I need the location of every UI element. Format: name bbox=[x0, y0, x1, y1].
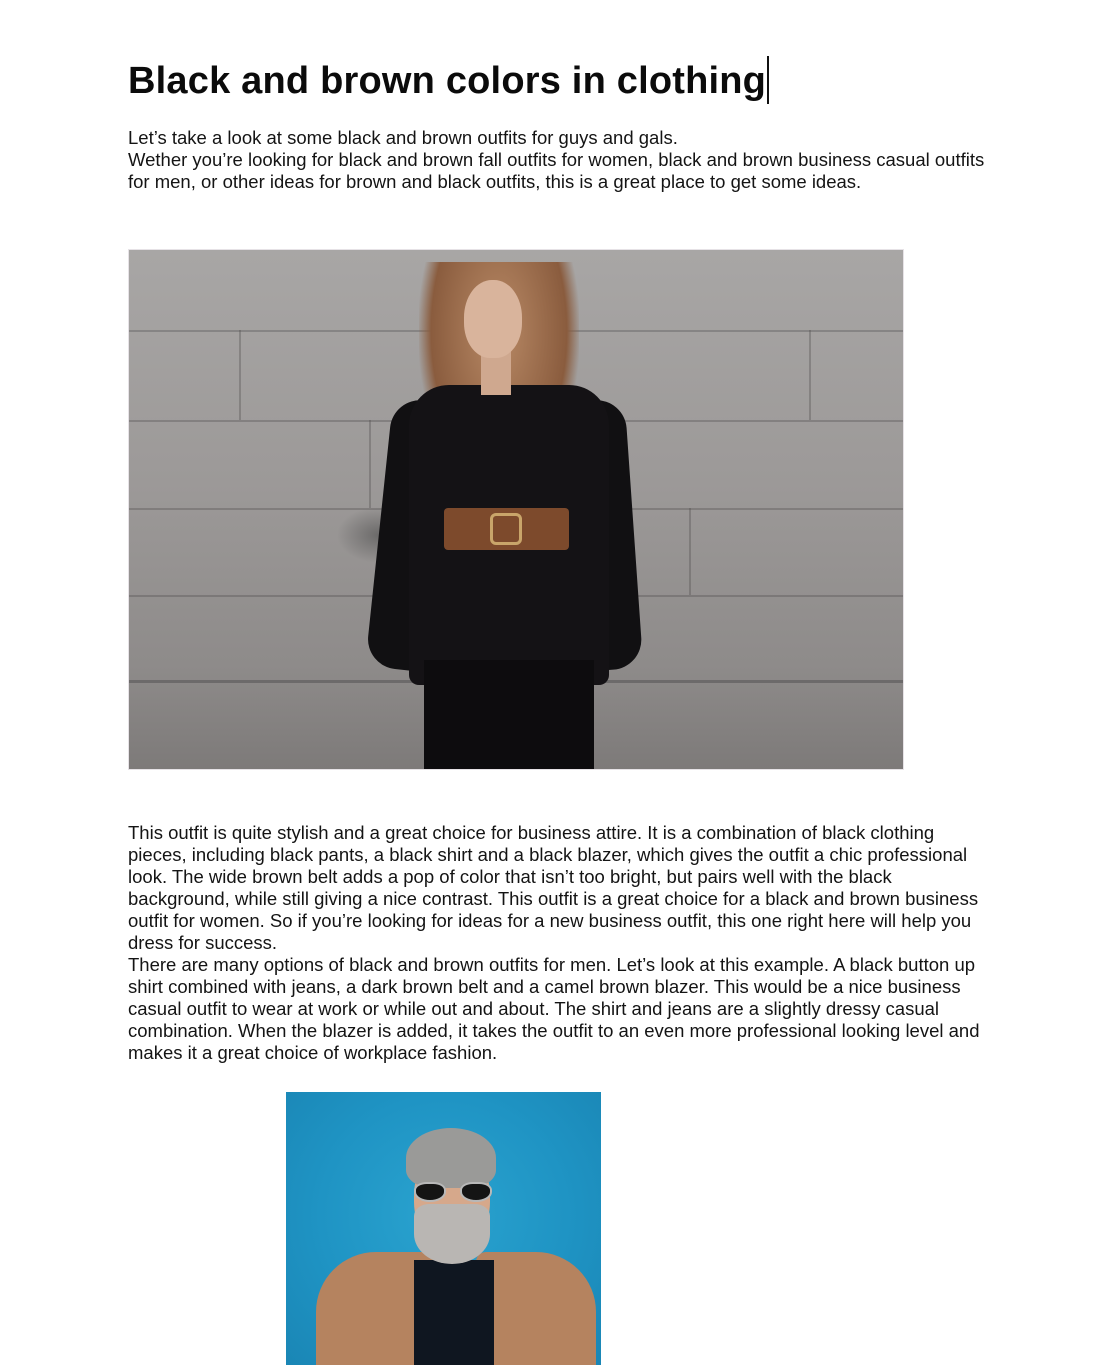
wall-seam bbox=[369, 420, 371, 508]
black-shirt bbox=[414, 1260, 494, 1365]
title-container[interactable] bbox=[128, 58, 769, 104]
woman-black-pants bbox=[424, 660, 594, 770]
wall-seam bbox=[809, 330, 811, 420]
paragraph-women-outfit[interactable]: This outfit is quite stylish and a great choice for business attire. It is a combination of black clothing pieces, including black pants, a black shirt and a black blazer, which gives the outfit a chic professional look. The wide brown belt adds a pop of color that isn’t too bright, but pairs well with the black background, while still giving a nice contrast. This outfit is a great choice for a black and brown business outfit for women. So if you’re looking for ideas for a new business outfit, this one right here will help you dress for success. bbox=[128, 822, 979, 953]
intro-paragraph[interactable] bbox=[128, 127, 988, 193]
man-hair bbox=[406, 1128, 496, 1188]
sunglasses bbox=[414, 1182, 494, 1202]
sunglasses-lens bbox=[414, 1182, 446, 1202]
man-beard bbox=[414, 1204, 490, 1264]
man-outfit-photo[interactable] bbox=[286, 1092, 601, 1365]
wall-seam bbox=[239, 330, 241, 420]
brown-belt bbox=[444, 508, 569, 550]
wall-seam bbox=[689, 508, 691, 595]
belt-buckle bbox=[490, 513, 522, 545]
text-cursor bbox=[767, 56, 769, 104]
page-title[interactable]: Black and brown colors in clothing bbox=[128, 60, 767, 102]
sunglasses-lens bbox=[460, 1182, 492, 1202]
intro-line-1: Let’s take a look at some black and brown outfits for guys and gals. bbox=[128, 127, 678, 148]
camel-blazer-right bbox=[476, 1252, 596, 1365]
paragraph-men-outfit[interactable]: There are many options of black and brown outfits for men. Let’s look at this example. A black button up shirt combined with jeans, a dark brown belt and a camel brown blazer. This would be a nice business casual outfit to wear at work or while out and about. The shirt and jeans are a slightly dressy casual combination. When the blazer is added, it takes the outfit to an even more professional looking level and makes it a great choice of workplace fashion. bbox=[128, 954, 980, 1063]
woman-face bbox=[464, 280, 522, 358]
woman-outfit-photo[interactable] bbox=[128, 249, 904, 770]
intro-line-2: Wether you’re looking for black and brown fall outfits for women, black and brown business casual outfits for men, or other ideas for brown and black outfits, this is a great place to get some ideas. bbox=[128, 149, 985, 192]
